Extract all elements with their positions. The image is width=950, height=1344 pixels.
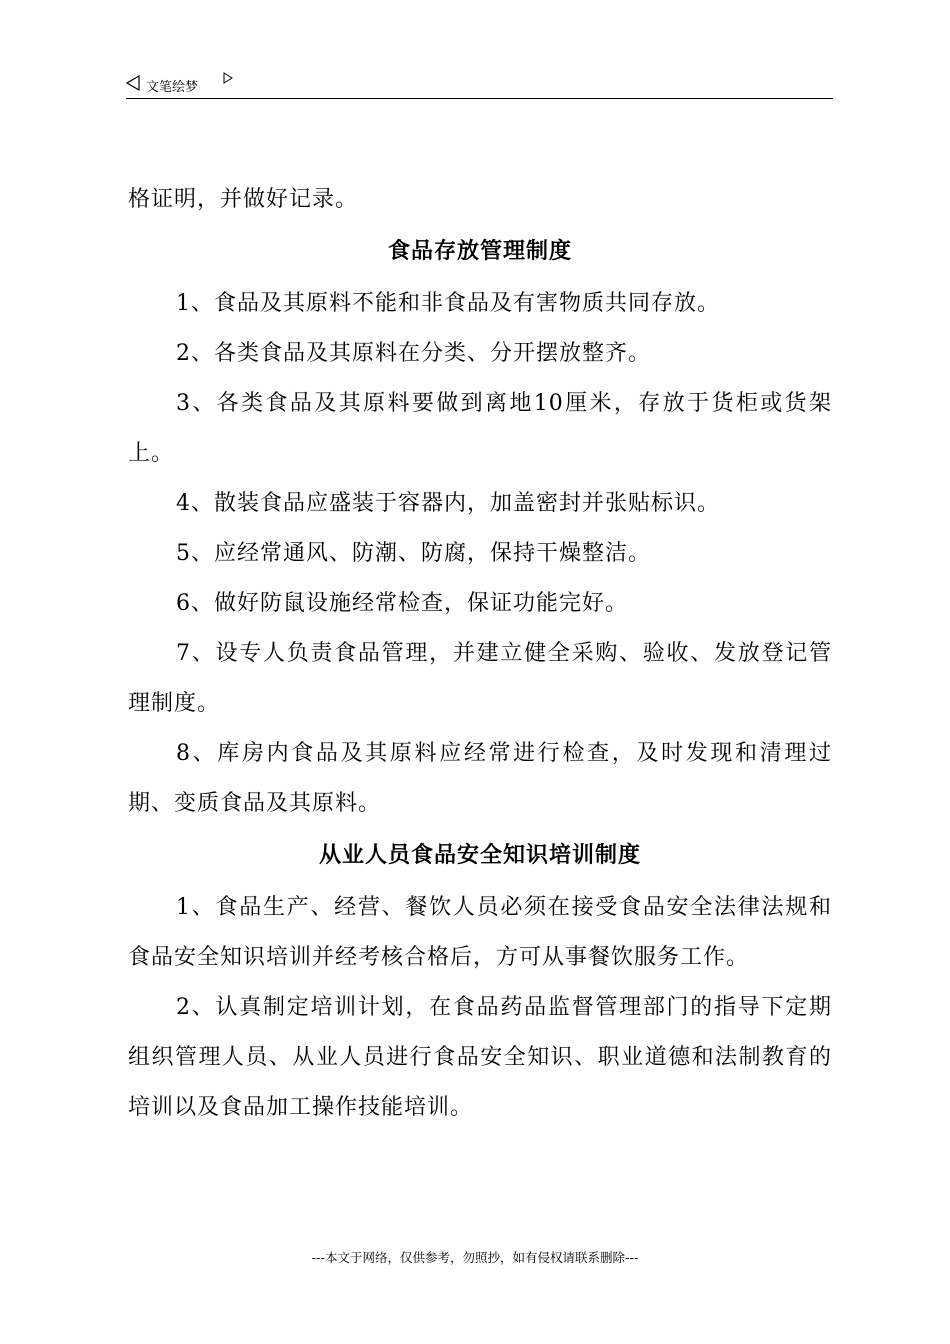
- list-item: 1、食品生产、经营、餐饮人员必须在接受食品安全法律法规和食品安全知识培训并经考核合格后，方可从事餐饮服务工作。: [128, 895, 832, 970]
- list-item: 1、食品及其原料不能和非食品及有害物质共同存放。: [176, 291, 720, 316]
- list-item: 8、库房内食品及其原料应经常进行检查，及时发现和清理过期、变质食品及其原料。: [128, 741, 832, 816]
- triangle-left-icon: [126, 75, 140, 91]
- page-header: [126, 72, 833, 99]
- list-item: 3、各类食品及其原料要做到离地10厘米，存放于货柜或货架上。: [128, 391, 832, 466]
- header-brand: 文笔绘梦: [146, 80, 199, 95]
- section-title-training: 从业人员食品安全知识培训制度: [318, 842, 641, 868]
- triangle-right-icon: [223, 72, 233, 84]
- list-item: 6、做好防鼠设施经常检查，保证功能完好。: [176, 591, 628, 616]
- list-item: 7、设专人负责食品管理，并建立健全采购、验收、发放登记管理制度。: [128, 641, 832, 716]
- document-body: [128, 175, 832, 1133]
- section-title-storage: 食品存放管理制度: [387, 238, 572, 264]
- list-item: 2、认真制定培训计划，在食品药品监督管理部门的指导下定期组织管理人员、从业人员进行食品安全知识、职业道德和法制教育的培训以及食品加工操作技能培训。: [128, 995, 832, 1120]
- page-footer: ---本文于网络，仅供参考，勿照抄，如有侵权请联系删除---: [311, 1250, 639, 1265]
- list-item: 4、散装食品应盛装于容器内，加盖密封并张贴标识。: [176, 491, 720, 516]
- continuation-text: 格证明，并做好记录。: [128, 187, 359, 212]
- list-item: 5、应经常通风、防潮、防腐，保持干燥整洁。: [176, 541, 651, 566]
- list-item: 2、各类食品及其原料在分类、分开摆放整齐。: [176, 341, 651, 366]
